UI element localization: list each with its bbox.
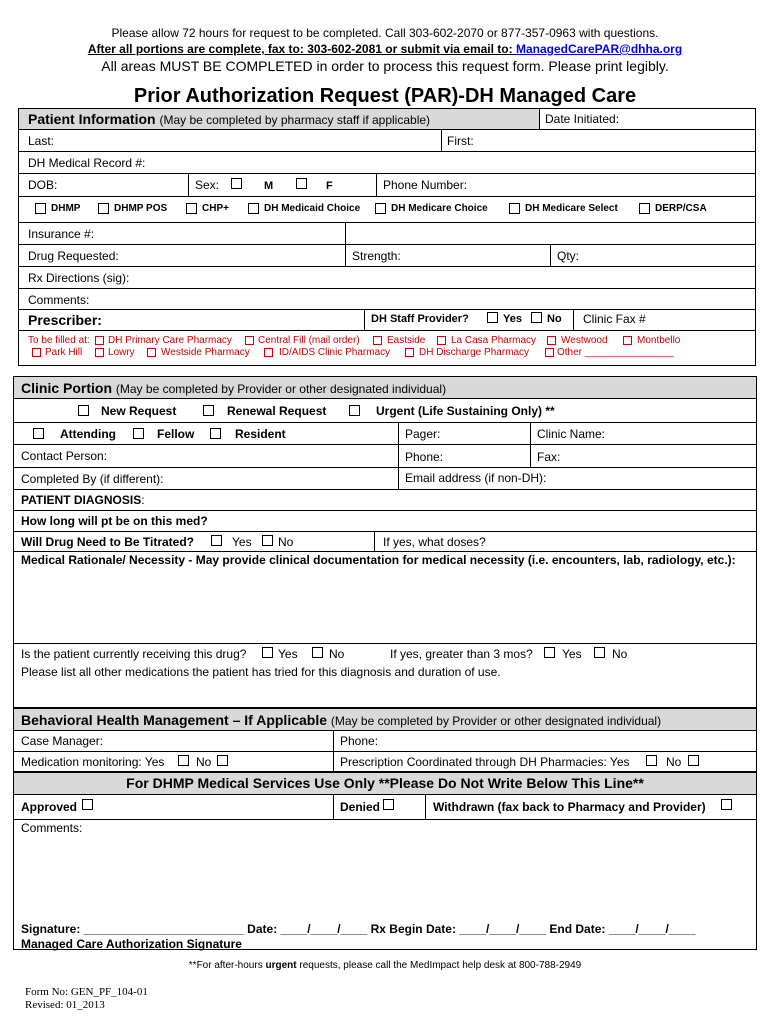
page-title: Prior Authorization Request (PAR)-DH Managed Care bbox=[133, 85, 637, 107]
rx-directions-field[interactable]: Rx Directions (sig): bbox=[28, 271, 130, 285]
receiving-no-checkbox[interactable] bbox=[312, 647, 323, 658]
plan-derp-label: DERP/CSA bbox=[655, 203, 707, 214]
plan-medicare-choice-label: DH Medicare Choice bbox=[391, 203, 488, 214]
after-hours-prefix: **For after-hours bbox=[188, 960, 266, 971]
receiving-yes-checkbox[interactable] bbox=[262, 647, 273, 658]
plan-dhmp-label: DHMP bbox=[51, 203, 81, 214]
receiving-no-label: No bbox=[329, 647, 345, 661]
last-name-field[interactable]: Last: bbox=[28, 134, 55, 148]
behavioral-heading-title: Behavioral Health Management – If Applicable bbox=[21, 712, 328, 728]
fellow-checkbox[interactable] bbox=[133, 428, 144, 439]
pharm-id-aids-checkbox[interactable] bbox=[264, 348, 273, 357]
after-hours-note bbox=[0, 960, 770, 972]
plan-medicare-choice-checkbox[interactable] bbox=[375, 203, 386, 214]
plan-derp-checkbox[interactable] bbox=[639, 203, 650, 214]
pharm-westwood-checkbox[interactable] bbox=[547, 336, 556, 345]
staff-provider-yes-checkbox[interactable] bbox=[487, 312, 498, 323]
pharm-discharge-label: DH Discharge Pharmacy bbox=[419, 347, 530, 358]
titrated-label: Will Drug Need to Be Titrated? bbox=[21, 535, 195, 549]
greater-3mos-yes-checkbox[interactable] bbox=[544, 647, 555, 658]
pharm-la-casa-checkbox[interactable] bbox=[437, 336, 446, 345]
new-request-checkbox[interactable] bbox=[78, 405, 89, 416]
pharm-lowry-label: Lowry bbox=[108, 347, 135, 358]
header-must-complete: All areas MUST BE COMPLETED in order to process this request form. Please print legibly. bbox=[101, 58, 669, 74]
medical-rationale-field[interactable]: Medical Rationale/ Necessity - May provide clinical documentation for medical necessity (i.e. encounters, lab, radiology, etc.): bbox=[21, 553, 736, 567]
pharm-eastside-label: Eastside bbox=[387, 335, 426, 346]
doses-field[interactable]: If yes, what doses? bbox=[383, 535, 486, 549]
plan-dhmp-checkbox[interactable] bbox=[35, 203, 46, 214]
med-monitoring-yes-checkbox[interactable] bbox=[178, 755, 189, 766]
pharm-montbello-label: Montbello bbox=[637, 335, 681, 346]
med-monitoring-label: Medication monitoring: Yes bbox=[21, 755, 165, 769]
pharm-park-hill-label: Park Hill bbox=[45, 347, 83, 358]
urgent-checkbox[interactable] bbox=[349, 405, 360, 416]
plan-medicare-select-label: DH Medicare Select bbox=[525, 203, 618, 214]
withdrawn-label: Withdrawn (fax back to Pharmacy and Provider) bbox=[433, 800, 706, 814]
plan-dhmp-pos-label: DHMP POS bbox=[114, 203, 168, 214]
comments-field[interactable]: Comments: bbox=[28, 293, 90, 307]
pharm-lowry-checkbox[interactable] bbox=[95, 348, 104, 357]
patient-heading-note: (May be completed by pharmacy staff if applicable) bbox=[159, 113, 431, 127]
patient-heading bbox=[28, 111, 430, 128]
plan-medicare-select-checkbox[interactable] bbox=[509, 203, 520, 214]
pharm-discharge-checkbox[interactable] bbox=[405, 348, 414, 357]
patient-diagnosis-label: PATIENT DIAGNOSIS bbox=[21, 493, 142, 507]
clinic-fax-field[interactable]: Clinic Fax # bbox=[583, 312, 646, 326]
prescriber-field[interactable]: Prescriber: bbox=[28, 312, 102, 328]
drug-requested-field[interactable]: Drug Requested: bbox=[28, 249, 119, 263]
revised-date: Revised: 01_2013 bbox=[25, 999, 105, 1011]
clinic-name-field[interactable]: Clinic Name: bbox=[537, 427, 606, 441]
pharm-other-checkbox[interactable] bbox=[545, 348, 554, 357]
clinic-heading-note: (May be completed by Provider or other designated individual) bbox=[115, 382, 447, 396]
header-fax-email-line bbox=[0, 42, 770, 56]
pharm-other-label: Other ________________ bbox=[557, 347, 674, 358]
pharm-eastside-checkbox[interactable] bbox=[373, 336, 382, 345]
withdrawn-checkbox[interactable] bbox=[721, 799, 732, 810]
new-request-label: New Request bbox=[101, 404, 177, 418]
pharm-westside-checkbox[interactable] bbox=[147, 348, 156, 357]
pharm-id-aids-label: ID/AIDS Clinic Pharmacy bbox=[279, 347, 391, 358]
dob-field[interactable]: DOB: bbox=[28, 178, 58, 192]
plan-chp-label: CHP+ bbox=[202, 203, 229, 214]
pharm-montbello-checkbox[interactable] bbox=[623, 336, 632, 345]
patient-section bbox=[18, 108, 756, 366]
qty-field[interactable]: Qty: bbox=[557, 249, 580, 263]
fax-instructions: After all portions are complete, fax to: 303-602-2081 or submit via email to: bbox=[87, 42, 513, 56]
sex-m-checkbox[interactable] bbox=[231, 178, 242, 189]
behavioral-heading-note: (May be completed by Provider or other designated individual) bbox=[330, 714, 662, 728]
form-number: Form No: GEN_PF_104-01 bbox=[25, 986, 148, 998]
staff-provider-label: DH Staff Provider? bbox=[371, 313, 469, 325]
clinic-phone-field[interactable]: Phone: bbox=[405, 450, 444, 464]
plan-medicaid-choice-checkbox[interactable] bbox=[248, 203, 259, 214]
denied-label: Denied bbox=[340, 800, 381, 814]
receiving-label: Is the patient currently receiving this drug? bbox=[21, 647, 247, 661]
after-hours-urgent: urgent bbox=[265, 960, 297, 971]
rx-coordinated-label: Prescription Coordinated through DH Pharmacies: Yes bbox=[340, 755, 630, 769]
greater-3mos-label: If yes, greater than 3 mos? bbox=[390, 647, 533, 661]
how-long-field[interactable]: How long will pt be on this med? bbox=[21, 514, 208, 528]
pharm-primary-care-checkbox[interactable] bbox=[95, 336, 104, 345]
attending-checkbox[interactable] bbox=[33, 428, 44, 439]
pharm-westside-label: Westside Pharmacy bbox=[161, 347, 250, 358]
authorization-signature-label: Managed Care Authorization Signature bbox=[21, 937, 242, 951]
resident-label: Resident bbox=[235, 427, 286, 441]
behavioral-heading bbox=[21, 712, 661, 729]
patient-diagnosis-field[interactable] bbox=[21, 493, 145, 507]
attending-label: Attending bbox=[60, 427, 116, 441]
staff-provider-yes-label: Yes bbox=[503, 313, 522, 325]
mrn-field[interactable]: DH Medical Record #: bbox=[28, 156, 146, 170]
dhmp-comments-field[interactable]: Comments: bbox=[21, 821, 83, 835]
pager-field[interactable]: Pager: bbox=[405, 427, 441, 441]
clinic-heading bbox=[21, 380, 446, 397]
pharm-la-casa-label: La Casa Pharmacy bbox=[451, 335, 537, 346]
other-meds-field[interactable]: Please list all other medications the patient has tried for this diagnosis and duration of use. bbox=[21, 665, 501, 679]
rx-coordinated-no-label: No bbox=[666, 755, 682, 769]
clinic-heading-title: Clinic Portion bbox=[21, 380, 112, 396]
pharm-central-fill-label: Central Fill (mail order) bbox=[258, 335, 360, 346]
med-monitoring-no-label: No bbox=[196, 755, 212, 769]
rx-coordinated-no-checkbox[interactable] bbox=[688, 755, 699, 766]
titrated-yes-label: Yes bbox=[232, 535, 252, 549]
pharm-park-hill-checkbox[interactable] bbox=[32, 348, 41, 357]
fellow-label: Fellow bbox=[157, 427, 195, 441]
titrated-yes-checkbox[interactable] bbox=[211, 535, 222, 546]
contact-person-field[interactable]: Contact Person: bbox=[21, 449, 108, 463]
staff-provider-no-checkbox[interactable] bbox=[531, 312, 542, 323]
email-link[interactable]: ManagedCarePAR@dhha.org bbox=[515, 42, 683, 56]
pharm-westwood-label: Westwood bbox=[561, 335, 608, 346]
rx-coordinated-yes-checkbox[interactable] bbox=[646, 755, 657, 766]
renewal-request-checkbox[interactable] bbox=[203, 405, 214, 416]
receiving-yes-label: Yes bbox=[278, 647, 298, 661]
header-instructions: Please allow 72 hours for request to be completed. Call 303-602-2070 or 877-357-0963 with questions. bbox=[111, 26, 659, 40]
staff-provider-no-label: No bbox=[547, 313, 562, 325]
sex-m-label: M bbox=[264, 180, 274, 192]
pharm-central-fill-checkbox[interactable] bbox=[245, 336, 254, 345]
fill-at-label: To be filled at: bbox=[28, 335, 90, 346]
pharm-primary-care-label: DH Primary Care Pharmacy bbox=[108, 335, 232, 346]
strength-field[interactable]: Strength: bbox=[352, 249, 401, 263]
sex-label: Sex: bbox=[195, 178, 220, 192]
phone-number-field[interactable]: Phone Number: bbox=[383, 178, 468, 192]
plan-dhmp-pos-checkbox[interactable] bbox=[98, 203, 109, 214]
approved-label: Approved bbox=[21, 800, 78, 814]
greater-3mos-no-checkbox[interactable] bbox=[594, 647, 605, 658]
plan-chp-checkbox[interactable] bbox=[186, 203, 197, 214]
denied-checkbox[interactable] bbox=[383, 799, 394, 810]
behavioral-phone-field[interactable]: Phone: bbox=[340, 734, 379, 748]
urgent-label: Urgent (Life Sustaining Only) ** bbox=[376, 404, 555, 418]
completed-by-field[interactable]: Completed By (if different): bbox=[21, 472, 164, 486]
email-nondh-field[interactable]: Email address (if non-DH): bbox=[405, 471, 547, 485]
resident-checkbox[interactable] bbox=[210, 428, 221, 439]
approved-checkbox[interactable] bbox=[82, 799, 93, 810]
clinic-fax-number-field[interactable]: Fax: bbox=[537, 450, 561, 464]
insurance-field[interactable]: Insurance #: bbox=[28, 227, 95, 241]
first-name-field[interactable]: First: bbox=[447, 134, 474, 148]
greater-3mos-no-label: No bbox=[612, 647, 628, 661]
signature-dates-line[interactable]: Signature: ________________________ Date: ____/____/____ Rx Begin Date: ____/____/____ End Date: ____/____/____ bbox=[21, 922, 696, 936]
patient-diagnosis-colon: : bbox=[141, 493, 145, 507]
titrated-no-checkbox[interactable] bbox=[262, 535, 273, 546]
titrated-no-label: No bbox=[278, 535, 294, 549]
case-manager-field[interactable]: Case Manager: bbox=[21, 734, 104, 748]
plan-medicaid-choice-label: DH Medicaid Choice bbox=[264, 203, 361, 214]
date-initiated-label: Date Initiated: bbox=[545, 112, 620, 126]
dhmp-heading: For DHMP Medical Services Use Only **Please Do Not Write Below This Line** bbox=[126, 775, 644, 791]
med-monitoring-no-checkbox[interactable] bbox=[217, 755, 228, 766]
after-hours-suffix: requests, please call the MedImpact help desk at 800-788-2949 bbox=[296, 960, 582, 971]
patient-heading-title: Patient Information bbox=[28, 111, 156, 127]
sex-f-checkbox[interactable] bbox=[296, 178, 307, 189]
renewal-request-label: Renewal Request bbox=[227, 404, 327, 418]
sex-f-label: F bbox=[326, 180, 333, 192]
greater-3mos-yes-label: Yes bbox=[562, 647, 582, 661]
